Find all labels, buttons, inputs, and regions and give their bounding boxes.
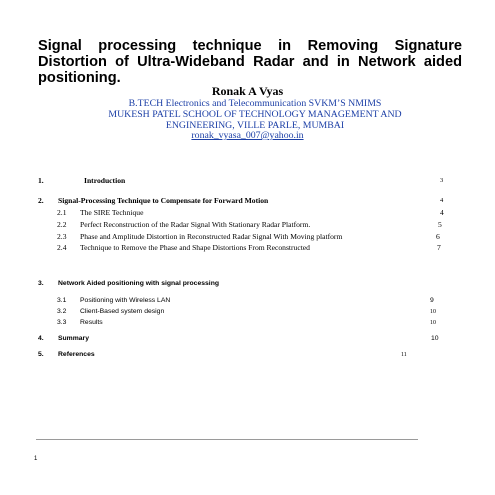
toc-page: 9 [430, 297, 434, 304]
toc-number: 5. [38, 351, 44, 358]
toc-page: 4 [440, 208, 444, 217]
toc-number: 3. [38, 280, 44, 287]
toc-entry-signal-processing[interactable] [0, 195, 495, 207]
toc-number: 3.2 [57, 308, 67, 315]
toc-title: The SIRE Technique [80, 208, 144, 217]
toc-entry-sire[interactable] [0, 207, 495, 219]
author-email-link[interactable]: ronak_vyasa_007@yahoo.in [191, 130, 304, 141]
toc-number: 2. [38, 196, 44, 205]
toc-page: 11 [401, 352, 407, 358]
toc-title: Perfect Reconstruction of the Radar Signal With Stationary Radar Platform. [80, 220, 311, 229]
toc-title: Results [80, 319, 103, 326]
affiliation-line: MUKESH PATEL SCHOOL OF TECHNOLOGY MANAGEMENT AND [108, 109, 402, 120]
toc-title: Client-Based system design [80, 308, 165, 315]
footer-rule [36, 439, 418, 440]
toc-page: 3 [440, 177, 444, 184]
toc-title: Network Aided positioning with signal processing [58, 280, 219, 287]
toc-number: 3.1 [57, 297, 67, 304]
toc-number: 2.1 [57, 208, 67, 217]
document-title: Signal processing technique in Removing Signature Distortion of Ultra-Wideband Radar and in Network aided positioning. [38, 38, 462, 86]
toc-title: Positioning with Wireless LAN [80, 297, 171, 304]
toc-page: 4 [440, 197, 444, 204]
toc-entry-results[interactable] [0, 317, 495, 329]
toc-title: References [58, 351, 95, 358]
toc-number: 2.3 [57, 232, 67, 241]
affiliation-line: B.TECH Electronics and Telecommunication SVKM’S NMIMS [128, 98, 382, 109]
toc-title: Signal-Processing Technique to Compensate for Forward Motion [58, 196, 269, 205]
toc-title: Introduction [84, 176, 126, 185]
toc-page: 6 [436, 232, 440, 241]
toc-entry-summary[interactable] [0, 333, 495, 345]
toc-title: Summary [58, 335, 89, 342]
toc-title: Technique to Remove the Phase and Shape Distortions From Reconstructed [80, 243, 310, 252]
toc-entry-perfect-reconstruction[interactable] [0, 219, 495, 231]
toc-page: 10 [430, 309, 436, 315]
toc-entry-network-aided[interactable] [0, 278, 495, 290]
toc-title: Phase and Amplitude Distortion in Reconstructed Radar Signal With Moving platform [80, 232, 343, 241]
toc-page: 5 [438, 220, 442, 229]
toc-page: 10 [431, 335, 439, 342]
toc-entry-remove-distortions[interactable] [0, 242, 495, 254]
toc-page: 7 [437, 243, 441, 252]
author-name: Ronak A Vyas [211, 84, 284, 98]
affiliation-line: ENGINEERING, VILLE PARLE, MUMBAI [165, 120, 345, 131]
toc-page: 10 [430, 320, 436, 326]
toc-number: 2.2 [57, 220, 67, 229]
page-number: 1 [34, 456, 38, 462]
toc-entry-references[interactable] [0, 349, 495, 361]
toc-number: 3.3 [57, 319, 67, 326]
toc-entry-introduction[interactable] [0, 175, 495, 187]
toc-number: 1. [38, 176, 44, 185]
toc-number: 2.4 [57, 243, 67, 252]
toc-number: 4. [38, 335, 44, 342]
